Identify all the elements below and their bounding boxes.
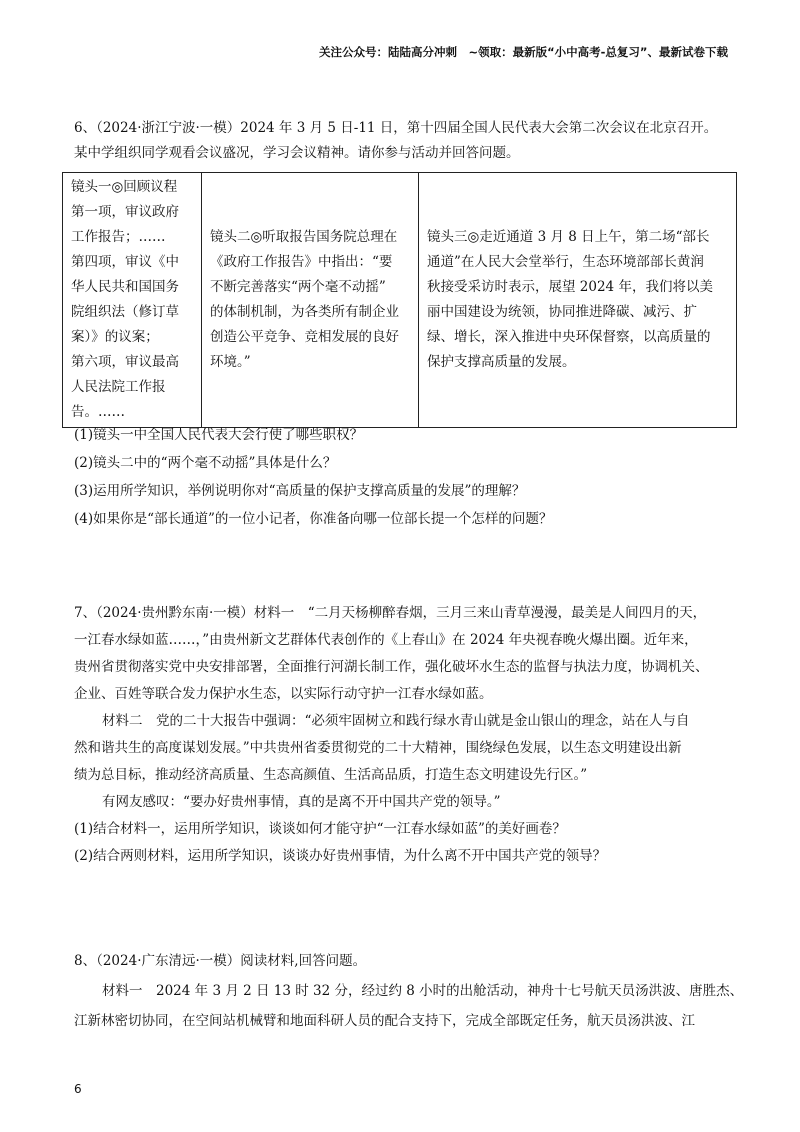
q7-line: 材料二 党的二十大报告中强调：“必须牢固树立和践行绿水青山就是金山银山的理念，站在人与自 [102,713,690,729]
question-8 [74,946,744,1036]
scene-1-line: 华人民共和国国务 [71,279,179,295]
q8-line: 江新林密切协同，在空间站机械臂和地面科研人员的配合支持下，完成全部既定任务，航天员汤洪波、江 [74,1013,695,1029]
scene-2-line: 《政府工作报告》中指出：“要 [210,254,393,270]
scene-2-line: 环境。” [210,354,251,370]
scene-3-cell [419,173,737,428]
scene-3-line: 绿、增长，深入推进中央环保督察，以高质量的 [427,329,711,345]
scene-1-cell [63,173,202,428]
q6-question: (2)镜头二中的“两个毫不动摇”具体是什么？ [74,455,337,471]
q7-line: 一江春水绿如蓝……，”由贵州新文艺群体代表创作的《上春山》在 2024 年央视春晚火爆出圈。近年来， [74,632,698,648]
q7-line: 企业、百姓等联合发力保护水生态，以实际行动守护一江春水绿如蓝。 [74,686,493,702]
scene-2-line: 不断完善落实“两个毫不动摇” [210,279,386,295]
scene-3-line: 保护支撑高质量的发展。 [427,354,576,370]
q6-questions [74,421,552,533]
page-number: 6 [74,1082,82,1096]
scene-2-line: 镜头二◎听取报告国务院总理在 [210,229,398,245]
scene-1-line: 告。…… [71,404,125,420]
q7-question: (1)结合材料一，运用所学知识，谈谈如何才能守护“一江春水绿如蓝”的美好画卷？ [74,821,566,837]
scene-3-line: 秋接受采访时表示，展望 2024 年，我们将以美 [427,279,713,295]
q7-line: 绩为总目标，推动经济高质量、生态高颜值、生活高品质，打造生态文明建设先行区。” [74,767,588,783]
q7-line: 7、（2024·贵州黔东南·一模）材料一 “二月天杨柳醉春烟，三月三来山青草漫漫，最美是人间四月的天， [74,605,707,621]
question-7 [74,600,734,870]
q8-line: 材料一 2024 年 3 月 2 日 13 时 32 分，经过约 8 小时的出舱活动，神舟十七号航天员汤洪波、唐胜杰、 [102,983,744,999]
scene-1-line: 院组织法（修订草 [71,304,179,320]
q6-intro-line: 6、（2024·浙江宁波·一模）2024 年 3 月 5 日-11 日，第十四届全国人民代表大会第二次会议在北京召开。 [74,120,718,136]
scene-2-cell [202,173,419,428]
scene-1-line: 镜头一◎回顾议程 [71,179,178,195]
q8-intro: 8、（2024·广东清远·一模）阅读材料,回答问题。 [74,953,367,969]
page-header: 关注公众号：陆陆高分冲刺 ~领取：最新版“小中高考-总复习”、最新试卷下载 [318,45,728,59]
q7-line: 然和谐共生的高度谋划发展。”中共贵州省委贯彻党的二十大精神，围绕绿色发展，以生态文明建设出新 [74,740,682,756]
scene-1-line: 人民法院工作报 [71,379,166,395]
q7-line: 有网友感叹：“要办好贵州事情，真的是离不开中国共产党的领导。” [102,794,501,810]
scene-3-line: 丽中国建设为统领，协同推进降碳、减污、扩 [427,304,697,320]
q6-intro-line: 某中学组织同学观看会议盛况，学习会议精神。请你参与活动并回答问题。 [74,145,520,161]
q7-line: 贵州省贯彻落实党中央安排部署，全面推行河湖长制工作，强化破坏水生态的监督与执法力度，协调机关、 [74,659,709,675]
scene-1-line: 案）》的议案； [71,329,159,345]
q6-question: (3)运用所学知识，举例说明你对“高质量的保护支撑高质量的发展”的理解？ [74,483,526,499]
scene-1-line: 第四项，审议《中 [71,254,179,270]
scenes-table [62,172,737,428]
q7-question: (2)结合两则材料，运用所学知识，谈谈办好贵州事情，为什么离不开中国共产党的领导？ [74,848,607,864]
question-6-intro [74,116,734,166]
scene-1-line: 第六项，审议最高 [71,354,179,370]
scene-1-line: 工作报告；…… [71,229,166,245]
scene-2-line: 创造公平竞争、竞相发展的良好 [210,329,399,345]
scene-3-line: 通道”在人民大会堂举行，生态环境部部长黄润 [427,254,704,270]
scene-1-line: 第一项，审议政府 [71,204,179,220]
scene-3-line: 镜头三◎走近通道 3 月 8 日上午，第二场“部长 [427,229,710,245]
q6-question: (4)如果你是“部长通道”的一位小记者，你准备向哪一位部长提一个怎样的问题？ [74,511,553,527]
q6-question: (1)镜头一中全国人民代表大会行使了哪些职权？ [74,427,364,443]
scene-2-line: 的体制机制，为各类所有制企业 [210,304,399,320]
